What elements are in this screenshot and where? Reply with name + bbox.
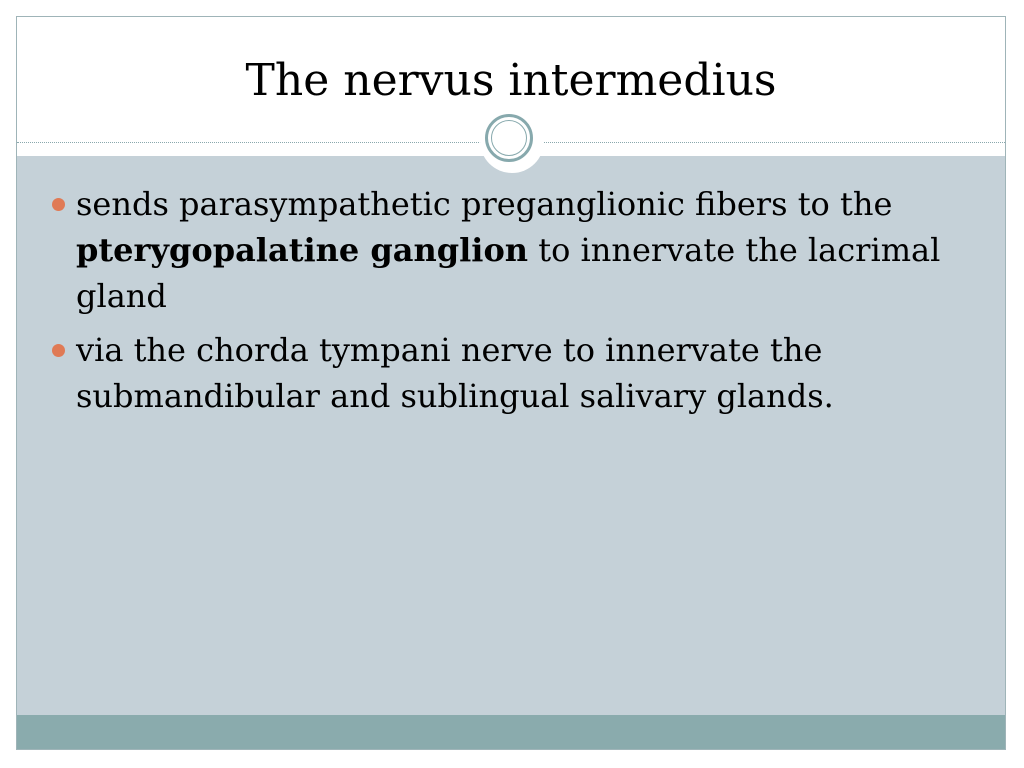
bullet-bold-term: pterygopalatine ganglion — [76, 231, 529, 269]
slide-title: The nervus intermedius — [245, 55, 777, 106]
decorative-inner-ring — [491, 120, 527, 156]
bullet-text-end: to innervate the lacrimal gland — [76, 231, 941, 315]
bullet-marker-icon — [52, 198, 65, 211]
footer-bar — [17, 715, 1005, 750]
bullet-text: via the chorda tympani nerve to innervate the submandibular and sublingual salivary glands. — [76, 331, 834, 415]
bullet-item — [47, 327, 947, 419]
bullet-marker-icon — [52, 344, 65, 357]
bullet-list — [47, 181, 947, 427]
bullet-item — [47, 181, 947, 319]
bullet-text-start: sends parasympathetic preganglionic fibers to the — [76, 185, 893, 223]
slide — [16, 16, 1006, 750]
